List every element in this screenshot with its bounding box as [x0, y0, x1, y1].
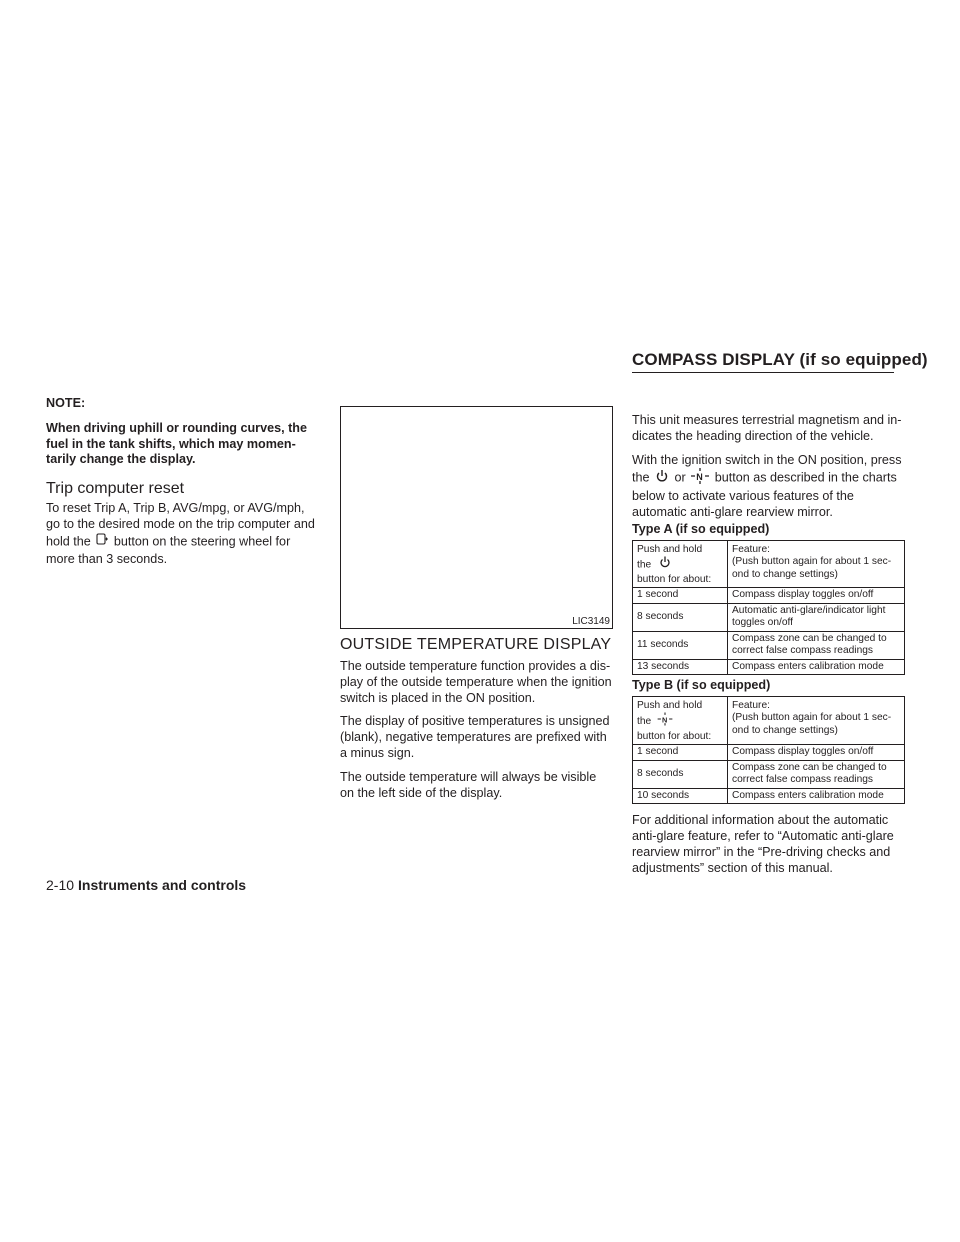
- compass-intro-2-or: or: [674, 471, 686, 486]
- section-rule: [632, 372, 894, 373]
- header-left-line: button for about:: [637, 730, 712, 742]
- middle-column: [340, 636, 613, 801]
- outside-temp-p2: The display of positive temperatures is unsigned (blank), negative temperatures are prefixed with a minus sign.: [340, 714, 610, 760]
- right-column: [632, 413, 905, 877]
- row-feature: Compass enters calibration mode: [728, 659, 905, 675]
- type-b-header-left: [633, 696, 728, 745]
- compass-n-icon: [656, 712, 674, 731]
- header-left-the: the: [637, 716, 652, 728]
- table-row: [633, 588, 905, 604]
- row-feature: Compass zone can be changed to correct false compass readings: [728, 760, 905, 788]
- page-number: 2-10: [46, 877, 75, 893]
- footer-section-name: Instruments and controls: [78, 877, 247, 893]
- left-column: [46, 396, 321, 567]
- note-body: When driving uphill or rounding curves, the fuel in the tank shifts, which may momen-tarily change the display.: [46, 420, 307, 467]
- section-title: COMPASS DISPLAY (if so equipped): [632, 350, 928, 369]
- header-right-line: Feature:: [732, 699, 770, 711]
- figure-box: [340, 406, 613, 629]
- header-left-the: the: [637, 559, 652, 571]
- row-time: 8 seconds: [633, 603, 728, 631]
- row-feature: Compass display toggles on/off: [728, 588, 905, 604]
- header-left-line-icon: [637, 556, 723, 574]
- table-row: [633, 659, 905, 675]
- header-left-line-icon: [637, 712, 723, 731]
- table-row: [633, 760, 905, 788]
- type-b-table: [632, 696, 905, 805]
- compass-intro-2a: With the ignition switch in the ON position, press the: [632, 452, 902, 486]
- header-right-line: Feature:: [732, 543, 770, 555]
- outside-temp-heading: OUTSIDE TEMPERATURE DISPLAY: [340, 636, 612, 653]
- svg-text:N: N: [661, 715, 668, 725]
- svg-text:N: N: [696, 472, 704, 483]
- header-right-line: (Push button again for about 1 sec-ond to change settings): [732, 712, 892, 736]
- type-a-header-left: [633, 540, 728, 588]
- trip-reset-heading: Trip computer reset: [46, 480, 185, 498]
- trip-button-icon: [94, 533, 110, 552]
- type-a-table: [632, 540, 905, 676]
- outside-temp-p1: The outside temperature function provides a dis-play of the outside temperature when the ignition switch is placed in the ON position.: [340, 659, 612, 705]
- outside-temp-p3: The outside temperature will always be visible on the left side of the display.: [340, 769, 597, 800]
- row-feature: Compass enters calibration mode: [728, 788, 905, 804]
- header-left-line: button for about:: [637, 573, 712, 585]
- header-right-line: (Push button again for about 1 sec-ond to change settings): [732, 556, 892, 580]
- trip-reset-text: [46, 501, 321, 567]
- figure-label: LIC3149: [572, 616, 610, 627]
- header-left-line: Push and hold: [637, 699, 703, 711]
- page-footer: [46, 877, 246, 893]
- compass-outro: For additional information about the automatic anti-glare feature, refer to “Automatic anti-glare rearview mirror” in the “Pre-driving checks and adjustments” section of this manual.: [632, 813, 894, 875]
- row-feature: Automatic anti-glare/indicator light toggles on/off: [728, 603, 905, 631]
- row-time: 11 seconds: [633, 631, 728, 659]
- trip-reset-text-1: To reset Trip A, Trip B, AVG/mpg, or AVG/mph, go to the desired mode on the trip computer and hold the: [46, 501, 315, 549]
- row-feature: Compass display toggles on/off: [728, 745, 905, 761]
- compass-intro-2b: button as described in the charts below to activate various features of the automatic anti-glare rearview mirror.: [632, 471, 897, 519]
- table-row: [633, 603, 905, 631]
- row-time: 8 seconds: [633, 760, 728, 788]
- type-a-heading: Type A (if so equipped): [632, 521, 770, 536]
- compass-n-icon: [689, 468, 711, 489]
- table-header-row: [633, 696, 905, 745]
- trip-reset-text-2: button on the steering wheel for more than 3 seconds.: [46, 534, 291, 566]
- table-header-row: [633, 540, 905, 588]
- power-icon: [658, 556, 672, 574]
- type-b-heading: Type B (if so equipped): [632, 678, 771, 693]
- table-row: [633, 745, 905, 761]
- row-time: 13 seconds: [633, 659, 728, 675]
- power-icon: [653, 469, 671, 488]
- row-time: 1 second: [633, 745, 728, 761]
- compass-intro-1: This unit measures terrestrial magnetism and in-dicates the heading direction of the vehicle.: [632, 413, 902, 443]
- row-time: 1 second: [633, 588, 728, 604]
- type-a-header-right: [728, 540, 905, 588]
- row-feature: Compass zone can be changed to correct false compass readings: [728, 631, 905, 659]
- header-left-line: Push and hold: [637, 543, 703, 555]
- compass-intro-2: [632, 453, 905, 521]
- note-title: NOTE:: [46, 396, 86, 410]
- table-row: [633, 631, 905, 659]
- row-time: 10 seconds: [633, 788, 728, 804]
- type-b-header-right: [728, 696, 905, 745]
- table-row: [633, 788, 905, 804]
